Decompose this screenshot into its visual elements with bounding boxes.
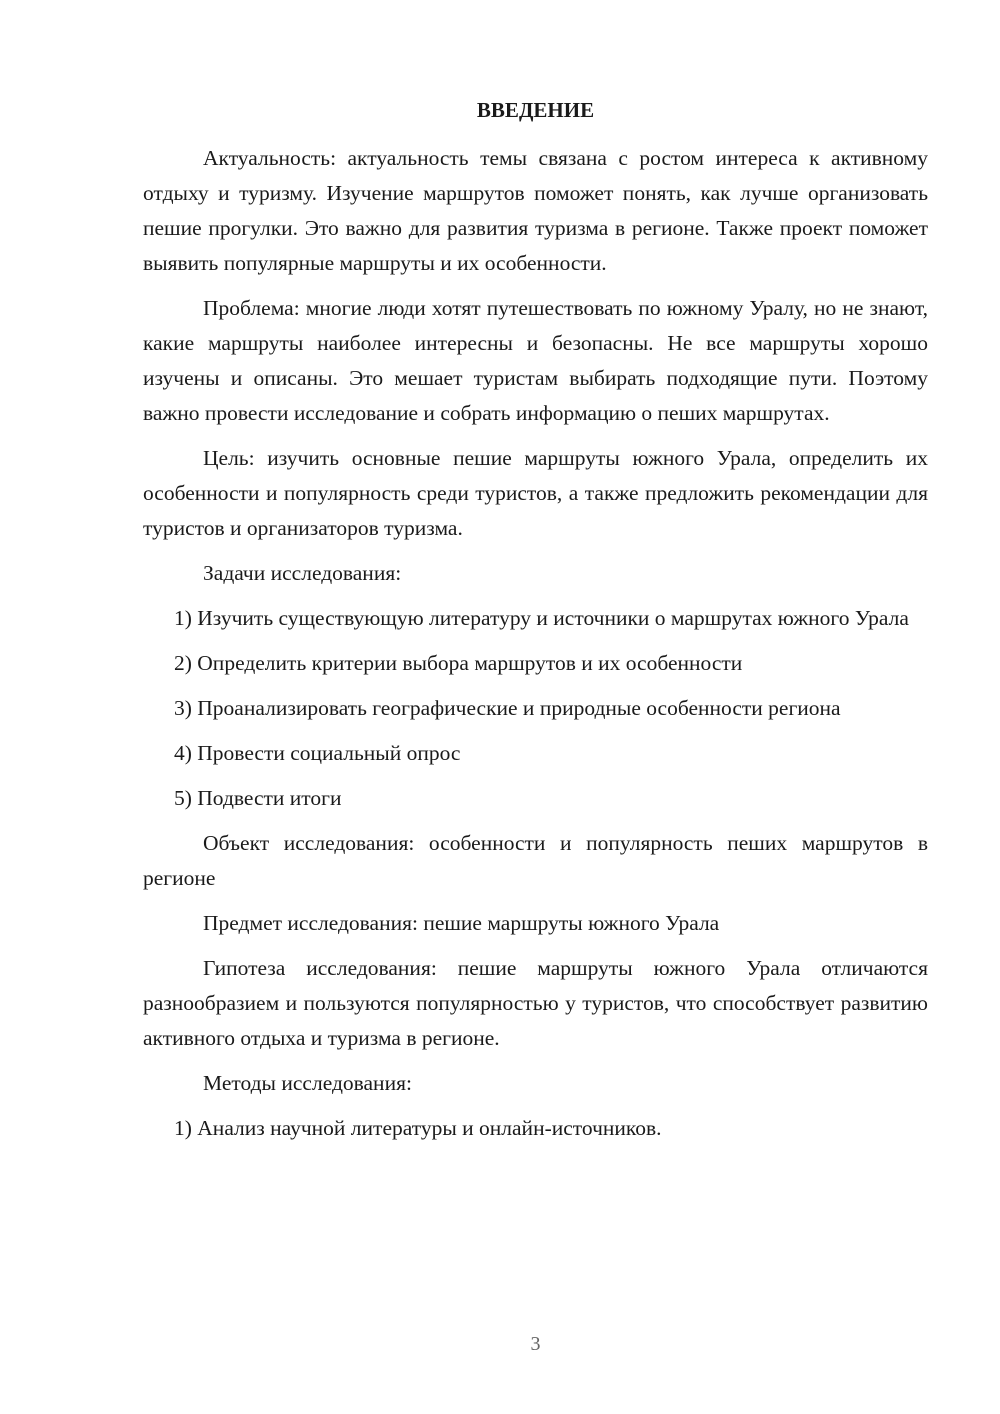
paragraph-relevance: Актуальность: актуальность темы связана с ростом интереса к активному отдыху и туризму. Изучение маршрутов поможет понять, как лучше организовать пешие прогулки. Это важно для развития туризма в регионе. Также проект поможет выявить популярные маршруты и их особенности. <box>143 146 928 275</box>
paragraph-problem: Проблема: многие люди хотят путешествовать по южному Уралу, но не знают, какие маршруты наиболее интересны и безопасны. Не все маршруты хорошо изучены и описаны. Это мешает туристам выбирать подходящие пути. Поэтому важно провести исследование и собрать информацию о пеших маршрутах. <box>143 296 928 425</box>
task-item-2: 2) Определить критерии выбора маршрутов и их особенности <box>174 651 743 675</box>
task-item-3: 3) Проанализировать географические и природные особенности региона <box>174 696 841 720</box>
task-item-4: 4) Провести социальный опрос <box>174 741 461 765</box>
page-number: 3 <box>530 1333 541 1355</box>
paragraph-subject: Предмет исследования: пешие маршруты южного Урала <box>203 911 720 935</box>
paragraph-methods-heading: Методы исследования: <box>203 1071 412 1095</box>
task-item-5: 5) Подвести итоги <box>174 786 342 810</box>
paragraph-goal: Цель: изучить основные пешие маршруты южного Урала, определить их особенности и популярность среди туристов, а также предложить рекомендации для туристов и организаторов туризма. <box>143 446 928 540</box>
paragraph-hypothesis: Гипотеза исследования: пешие маршруты южного Урала отличаются разнообразием и пользуются популярностью у туристов, что способствует развитию активного отдыха и туризма в регионе. <box>143 956 928 1050</box>
document-page <box>143 0 928 1414</box>
body-text <box>143 141 928 1156</box>
method-item-1: 1) Анализ научной литературы и онлайн-источников. <box>174 1116 662 1140</box>
section-heading: ВВЕДЕНИЕ <box>476 98 595 122</box>
paragraph-tasks-heading: Задачи исследования: <box>203 561 402 585</box>
task-item-1: 1) Изучить существующую литературу и источники о маршрутах южного Урала <box>174 606 909 630</box>
paragraph-object: Объект исследования: особенности и популярность пеших маршрутов в регионе <box>143 831 928 890</box>
